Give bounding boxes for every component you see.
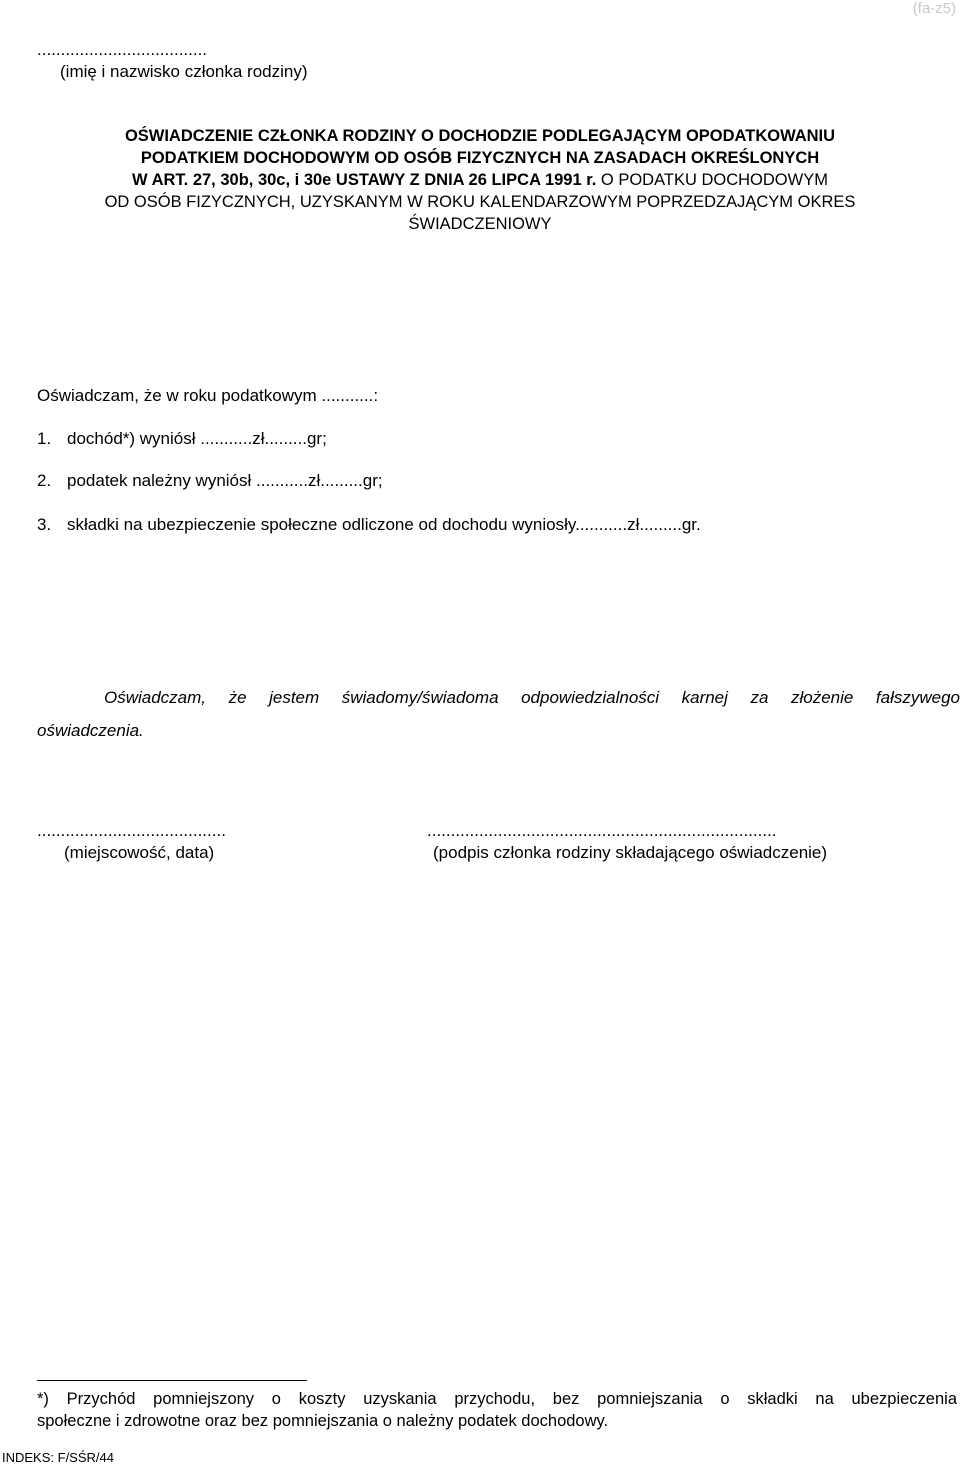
declaration-intro: Oświadczam, że w roku podatkowym ...........: <box>37 386 379 405</box>
place-date-caption: (miejscowość, data) <box>64 843 215 862</box>
list-item-text: podatek należny wyniósł ...........zł.........gr; <box>67 471 383 490</box>
footnote-line-1: *) Przychód pomniejszony o koszty uzyskania przychodu, bez pomniejszania o składki na ubezpieczenia <box>37 1390 957 1408</box>
footnote <box>37 1388 957 1432</box>
title-line-3-rest: O PODATKU DOCHODOWYM <box>596 171 828 189</box>
list-item-number: 1. <box>37 429 52 448</box>
list-item-contributions <box>37 515 701 535</box>
list-item-tax <box>37 471 383 491</box>
list-item-text: składki na ubezpieczenie społeczne odliczone od dochodu wyniosły...........zł.........gr. <box>67 515 701 534</box>
list-item-number: 3. <box>37 515 52 534</box>
list-item-income <box>37 429 327 449</box>
index-code: INDEKS: F/SŚR/44 <box>2 1450 114 1465</box>
list-item-text: dochód*) wyniósł ...........zł.........gr; <box>67 429 327 448</box>
footnote-divider <box>37 1380 307 1381</box>
name-dots-line: .................................... <box>37 40 208 59</box>
form-code: (fa-z5) <box>912 0 956 17</box>
footnote-line-2: społeczne i zdrowotne oraz bez pomniejszania o należny podatek dochodowy. <box>37 1412 609 1430</box>
list-item-number: 2. <box>37 471 52 490</box>
name-caption: (imię i nazwisko członka rodziny) <box>60 62 308 81</box>
title-line-3 <box>60 169 900 191</box>
liability-statement-line-2: oświadczenia. <box>37 721 144 740</box>
title-line-2: PODATKIEM DOCHODOWYM OD OSÓB FIZYCZNYCH NA ZASADACH OKREŚLONYCH <box>140 149 820 167</box>
title-line-1: OŚWIADCZENIE CZŁONKA RODZINY O DOCHODZIE PODLEGAJĄCYM OPODATKOWANIU <box>124 127 836 145</box>
document-title <box>60 125 900 235</box>
title-line-3-bold: W ART. 27, 30b, 30c, i 30e USTAWY Z DNIA 26 LIPCA 1991 r. <box>132 171 597 189</box>
liability-statement-line-1: Oświadczam, że jestem świadomy/świadoma odpowiedzialności karnej za złożenie fałszywego <box>104 688 960 707</box>
place-date-dots-line: ........................................ <box>37 821 226 840</box>
signature-caption: (podpis członka rodziny składającego oświadczenie) <box>433 843 828 862</box>
title-line-4: OD OSÓB FIZYCZNYCH, UZYSKANYM W ROKU KALENDARZOWYM POPRZEDZAJĄCYM OKRES <box>104 193 856 211</box>
title-line-5: ŚWIADCZENIOWY <box>408 215 552 233</box>
signature-dots-line: .......................................................................... <box>427 821 777 840</box>
